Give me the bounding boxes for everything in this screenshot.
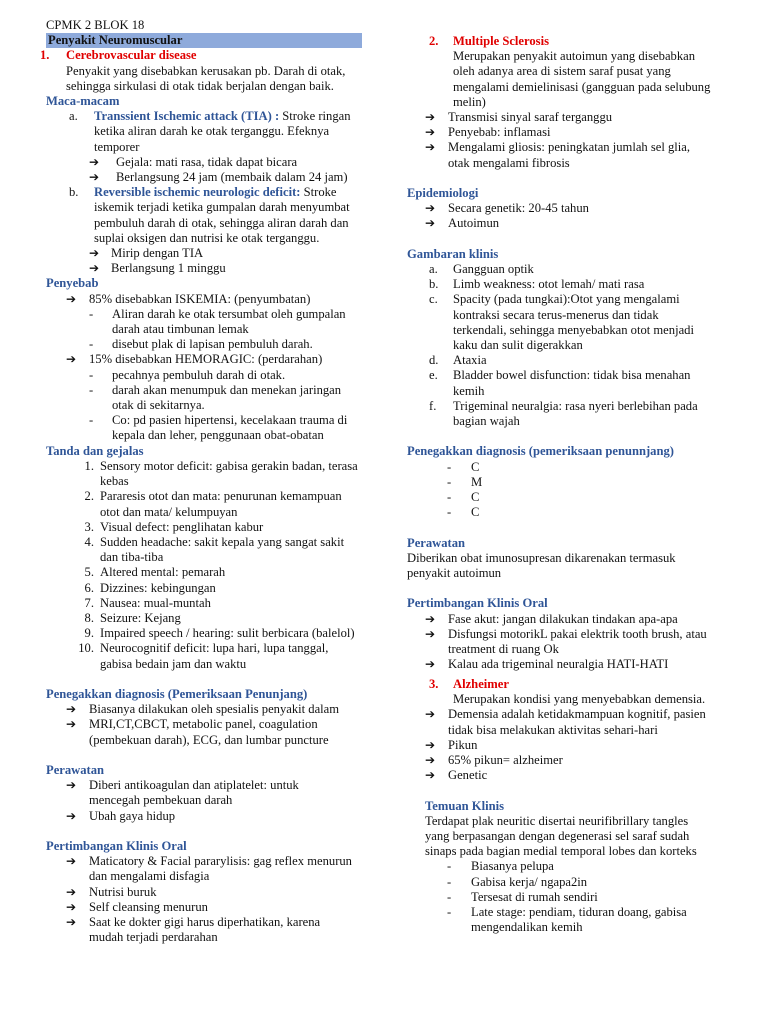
bullet-text: Biasanya dilakukan oleh spesialis penyakit dalam: [89, 702, 340, 717]
bullet-text: Saat ke dokter gigi harus diperhatikan, karena: [89, 914, 321, 929]
ms-bullet: [425, 140, 725, 170]
list-marker: 10.: [78, 641, 94, 656]
ms-oral-item: [425, 612, 725, 627]
gambaran-item: [429, 368, 725, 398]
temuan-heading: Temuan Klinis: [425, 798, 504, 813]
ms-diagnosis-heading: Penegakkan diagnosis (pemeriksaan penunnjang): [407, 444, 674, 459]
arrow-icon: ➔: [66, 717, 77, 732]
diagnosis-item: [66, 702, 364, 717]
tanda-item: [66, 535, 364, 565]
bullet-text: Disfungsi motorikL pakai elektrik tooth brush, atau: [448, 626, 707, 641]
temuan-item-text: Late stage: pendiam, tiduran doang, gabisa: [471, 905, 687, 920]
tia-bullet: [89, 170, 364, 185]
temuan-item: [447, 859, 725, 874]
penyebab-item: [66, 352, 364, 367]
temuan-item: [447, 875, 725, 890]
subitem-text: Aliran darah ke otak tersumbat oleh gumpalan: [112, 306, 346, 321]
ms-oral-heading: Pertimbangan Klinis Oral: [407, 596, 548, 611]
rind-text: suplai oksigen dan nutrisi ke otak terganggu.: [94, 230, 320, 245]
arrow-icon: ➔: [66, 854, 77, 869]
arrow-icon: ➔: [425, 216, 436, 231]
cvd-intro-line: sehingga sirkulasi di otak tidak berjalan dengan baik.: [66, 78, 334, 93]
tanda-item: [66, 626, 364, 641]
arrow-icon: ➔: [425, 657, 436, 672]
cvd-perawatan-heading: Perawatan: [46, 762, 105, 777]
dash-marker: -: [447, 490, 452, 505]
gambaran-text: kemih: [453, 383, 485, 398]
rind-text: iskemik terjadi ketika gumpalan darah menyumbat: [94, 200, 350, 215]
rind-title: Reversible ischemic neurologic deficit:: [94, 185, 301, 200]
diagnosis-item: [66, 717, 364, 747]
ms-oral-list: [407, 612, 725, 673]
dash-marker: -: [89, 413, 94, 428]
tia-title: Transsient Ischemic attack (TIA) :: [94, 109, 280, 124]
tanda-item: [66, 641, 364, 671]
oral-item: [66, 915, 364, 945]
bullet-text: Kalau ada trigeminal neuralgia HATI-HATI: [448, 657, 669, 672]
gambaran-item: [429, 353, 725, 368]
tia-bullet: [89, 155, 364, 170]
dash-marker: -: [447, 459, 452, 474]
arrow-icon: ➔: [425, 140, 436, 155]
ms-diagnosis-item: [447, 490, 725, 505]
ms-oral-item: [425, 627, 725, 657]
perawatan-item: [66, 778, 364, 808]
arrow-icon: ➔: [89, 246, 100, 261]
arrow-icon: ➔: [66, 702, 77, 717]
list-marker: 4.: [84, 534, 94, 549]
bullet-text: Diberi antikoagulan dan atiplatelet: untuk: [89, 778, 299, 793]
bullet-text: (pembekuan darah), ECG, dan lumbar puncture: [89, 732, 329, 747]
list-marker: 3.: [84, 519, 94, 534]
alz-title-text: Alzheimer: [453, 677, 509, 691]
bullet-text: Ubah gaya hidup: [89, 808, 176, 823]
tanda-item: [66, 459, 364, 489]
arrow-icon: ➔: [89, 261, 100, 276]
subitem-text: pecahnya pembuluh darah di otak.: [112, 367, 286, 382]
ms-intro-line: melin): [453, 94, 486, 109]
cvd-intro-line: Penyakit yang disebabkan kerusakan pb. Darah di otak,: [66, 63, 346, 78]
bullet-text: Self cleansing menurun: [89, 899, 208, 914]
cvd-number: 1.: [40, 48, 50, 63]
bullet-text: dan mengalami disfagia: [89, 869, 210, 884]
tanda-text: Dizzines: kebingungan: [100, 580, 216, 595]
cvd-oral-list: [46, 854, 364, 945]
bullet-text: Penyebab: inflamasi: [448, 125, 551, 140]
gambaran-text: Ataxia: [453, 353, 487, 368]
list-marker: e.: [429, 368, 438, 383]
bullet-text: 15% disebabkan HEMORAGIC: (perdarahan): [89, 352, 323, 367]
list-marker: a.: [69, 109, 78, 124]
gambaran-text: bagian wajah: [453, 414, 520, 429]
cvd-perawatan-list: [46, 778, 364, 824]
diagnosis-text: C: [471, 490, 480, 505]
bullet-text: Secara genetik: 20-45 tahun: [448, 201, 589, 216]
ms-intro-line: Merupakan penyakit autoimun yang disebabkan: [453, 49, 696, 64]
cvd-title-text: Cerebrovascular disease: [66, 48, 197, 63]
list-marker: 2.: [84, 489, 94, 504]
cvd-diagnosis-heading: Penegakkan diagnosis (Pemeriksaan Penunjang): [46, 686, 308, 701]
dash-marker: -: [447, 859, 452, 874]
rind-item: [69, 185, 364, 246]
penyebab-item: [66, 292, 364, 307]
bullet-text: Autoimun: [448, 216, 500, 231]
dash-marker: -: [447, 874, 452, 889]
oral-item: [66, 854, 364, 884]
bullet-text: treatment di ruang Ok: [448, 642, 559, 657]
tanda-item: [66, 596, 364, 611]
ms-perawatan-heading: Perawatan: [407, 535, 466, 550]
alz-bullet: [425, 707, 725, 737]
tanda-item: [66, 581, 364, 596]
dash-marker: -: [89, 382, 94, 397]
gambaran-list: [407, 262, 725, 429]
temuan-item: [447, 905, 725, 935]
temuan-text: [425, 814, 725, 860]
subitem-text: darah atau timbunan lemak: [112, 322, 249, 337]
gambaran-text: kontraksi secara terus-menerus dan tidak: [453, 307, 659, 322]
dash-marker: -: [447, 505, 452, 520]
ms-bullet: [425, 125, 725, 140]
arrow-icon: ➔: [66, 914, 77, 929]
bullet-text: Mirip dengan TIA: [111, 246, 204, 261]
tanda-text: Visual defect: penglihatan kabur: [100, 519, 264, 534]
gambaran-item: [429, 277, 725, 292]
list-marker: a.: [429, 262, 438, 277]
gambaran-text: Bladder bowel disfunction: tidak bisa menahan: [453, 368, 691, 383]
penyebab-subitem: [89, 383, 364, 413]
bullet-text: Maticatory & Facial pararylisis: gag reflex menurun: [89, 854, 352, 869]
tia-text: ketika aliran darah ke otak terganggu. Efeknya: [94, 124, 330, 139]
ms-title: [429, 34, 725, 49]
bullet-text: Mengalami gliosis: peningkatan jumlah sel glia,: [448, 140, 691, 155]
bullet-text: 65% pikun= alzheimer: [448, 753, 563, 768]
rind-bullet: [89, 246, 364, 261]
tanda-text: kebas: [100, 474, 129, 489]
alz-bullet-list: [407, 707, 725, 783]
cvd-title: [40, 48, 364, 63]
ms-perawatan-text: Diberikan obat imunosupresan dikarenakan termasuk: [407, 550, 676, 565]
alz-bullet: [425, 768, 725, 783]
epidemiologi-list: [407, 201, 725, 231]
penyebab-heading: Penyebab: [46, 276, 99, 291]
arrow-icon: ➔: [89, 154, 100, 169]
gambaran-item: [429, 292, 725, 353]
temuan-item-text: Biasanya pelupa: [471, 859, 554, 874]
tanda-text: dan tiba-tiba: [100, 550, 164, 565]
arrow-icon: ➔: [425, 737, 436, 752]
penyebab-subitem: [89, 413, 364, 443]
ms-intro-line: oleh adanya area di sistem saraf pusat yang: [453, 64, 671, 79]
bullet-text: Demensia adalah ketidakmampuan kognitif, pasien: [448, 707, 706, 722]
alz-number: 3.: [429, 677, 439, 691]
arrow-icon: ➔: [425, 626, 436, 641]
temuan-line: sinaps pada bagian medial temporal lobes dan korteks: [425, 844, 697, 859]
subitem-text: disebut plak di lapisan pembuluh darah.: [112, 337, 313, 352]
arrow-icon: ➔: [425, 201, 436, 216]
perawatan-item: [66, 809, 364, 824]
arrow-icon: ➔: [66, 808, 77, 823]
tanda-text: Seizure: Kejang: [100, 610, 181, 625]
cvd-oral-heading: Pertimbangan Klinis Oral: [46, 838, 187, 853]
tanda-text: Nausea: mual-muntah: [100, 595, 211, 610]
tanda-text: Neurocognitif deficit: lupa hari, lupa tanggal,: [100, 641, 329, 656]
tia-text: Stroke ringan: [279, 109, 351, 124]
arrow-icon: ➔: [66, 899, 77, 914]
bullet-text: Nutrisi buruk: [89, 884, 157, 899]
gambaran-text: kaku dan sulit digerakkan: [453, 338, 583, 353]
arrow-icon: ➔: [425, 611, 436, 626]
bullet-text: mencegah pembekuan darah: [89, 793, 233, 808]
gambaran-item: [429, 399, 725, 429]
bullet-text: MRI,CT,CBCT, metabolic panel, coagulation: [89, 717, 318, 732]
tanda-text: Sudden headache: sakit kepala yang sangat sakit: [100, 534, 345, 549]
cvd-intro: [66, 64, 364, 94]
alz-title: [429, 677, 725, 692]
tanda-text: Altered mental: pemarah: [100, 565, 226, 580]
alz-bullet: [425, 753, 725, 768]
diagnosis-text: M: [471, 474, 483, 489]
tanda-text: Sensory motor deficit: gabisa gerakin badan, terasa: [100, 458, 358, 473]
gambaran-item: [429, 262, 725, 277]
list-marker: 5.: [84, 565, 94, 580]
right-column-bottom: [407, 677, 725, 935]
epidemiologi-heading: Epidemiologi: [407, 186, 479, 201]
tanda-item: [66, 489, 364, 519]
list-marker: c.: [429, 292, 438, 307]
subitem-text: Co: pd pasien hipertensi, kecelakaan trauma di: [112, 413, 348, 428]
gambaran-text: Spacity (pada tungkai):Otot yang mengalami: [453, 292, 680, 307]
bullet-text: Fase akut: jangan dilakukan tindakan apa-apa: [448, 611, 678, 626]
list-marker: b.: [429, 277, 439, 292]
section-title: Penyakit Neuromuscular: [46, 33, 362, 48]
arrow-icon: ➔: [89, 170, 100, 185]
tia-item: [69, 109, 364, 155]
dash-marker: -: [89, 337, 94, 352]
ms-diagnosis-item: [447, 505, 725, 520]
ms-bullet-list: [407, 110, 725, 171]
arrow-icon: ➔: [425, 110, 436, 125]
tanda-text: otot dan mata/ kelumpuyan: [100, 504, 238, 519]
penyebab-subitem: [89, 337, 364, 352]
arrow-icon: ➔: [66, 352, 77, 367]
list-marker: 8.: [84, 610, 94, 625]
temuan-line: Terdapat plak neuritic disertai neurifibrillary tangles: [425, 813, 689, 828]
ms-bullet: [425, 110, 725, 125]
diagnosis-text: C: [471, 505, 480, 520]
temuan-item-text: Tersesat di rumah sendiri: [471, 889, 598, 904]
temuan-item-text: Gabisa kerja/ ngapa2in: [471, 874, 588, 889]
arrow-icon: ➔: [425, 768, 436, 783]
ms-diagnosis-item: [447, 460, 725, 475]
document-header: CPMK 2 BLOK 18: [46, 18, 145, 32]
bullet-text: tidak bisa melakukan aktivitas sehari-hari: [448, 722, 658, 737]
list-marker: 9.: [84, 626, 94, 641]
oral-item: [66, 885, 364, 900]
ms-intro: [453, 49, 725, 110]
gambaran-text: Gangguan optik: [453, 262, 534, 277]
tanda-text: Impaired speech / hearing: sulit berbicara (balelol): [100, 626, 355, 641]
penyebab-subitem: [89, 368, 364, 383]
tanda-text: Pararesis otot dan mata: penurunan kemampuan: [100, 489, 342, 504]
arrow-icon: ➔: [66, 291, 77, 306]
arrow-icon: ➔: [66, 778, 77, 793]
list-marker: 6.: [84, 580, 94, 595]
arrow-icon: ➔: [425, 125, 436, 140]
arrow-icon: ➔: [425, 753, 436, 768]
dash-marker: -: [447, 905, 452, 920]
bullet-text: otak mengalami fibrosis: [448, 155, 570, 170]
tanda-heading: Tanda dan gejalas: [46, 443, 144, 458]
subitem-text: kepala dan leher, penggunaan obat-obatan: [112, 428, 324, 443]
subitem-text: darah akan menumpuk dan menekan jaringan: [112, 382, 342, 397]
list-marker: f.: [429, 398, 437, 413]
ms-oral-item: [425, 657, 725, 672]
left-column: [40, 18, 364, 945]
gambaran-heading: Gambaran klinis: [407, 246, 499, 261]
list-marker: d.: [429, 353, 439, 368]
bullet-text: Transmisi sinyal saraf terganggu: [448, 110, 613, 125]
diagnosis-text: C: [471, 459, 480, 474]
dash-marker: -: [89, 367, 94, 382]
ms-title-text: Multiple Sclerosis: [453, 34, 549, 48]
bullet-text: mudah terjadi perdarahan: [89, 930, 218, 945]
bullet-text: Berlangsung 1 minggu: [111, 261, 226, 276]
list-marker: 1.: [84, 458, 94, 473]
ms-intro-line: mengalami demielinisasi (gangguan pada selubung: [453, 79, 711, 94]
list-marker: b.: [69, 185, 79, 200]
dash-marker: -: [447, 889, 452, 904]
alz-intro: Merupakan kondisi yang menyebabkan demensia.: [453, 692, 706, 707]
gambaran-text: terkendali, sehingga menyebabkan otot menjadi: [453, 322, 694, 337]
ms-perawatan-text: penyakit autoimun: [407, 566, 502, 581]
bullet-text: Genetic: [448, 768, 488, 783]
tia-text: temporer: [94, 139, 140, 154]
tanda-item: [66, 565, 364, 580]
tanda-item: [66, 520, 364, 535]
dash-marker: -: [89, 306, 94, 321]
cvd-diagnosis-list: [46, 702, 364, 748]
penyebab-subitem: [89, 307, 364, 337]
ms-number: 2.: [429, 34, 439, 48]
list-marker: 7.: [84, 595, 94, 610]
alz-bullet: [425, 738, 725, 753]
gambaran-text: Trigeminal neuralgia: rasa nyeri berlebihan pada: [453, 398, 698, 413]
ms-diagnosis-list: [407, 460, 725, 521]
temuan-line: yang berpasangan dengan degenerasi sel saraf sudah: [425, 829, 690, 844]
rind-text: pembuluh darah di otak, sehingga aliran darah dan: [94, 215, 349, 230]
ms-diagnosis-item: [447, 475, 725, 490]
dash-marker: -: [447, 474, 452, 489]
tanda-text: gabisa bedain jam dan waktu: [100, 656, 247, 671]
rind-bullet: [89, 261, 364, 276]
temuan-item-text: mengendalikan kemih: [471, 920, 583, 935]
temuan-list: [407, 859, 725, 935]
bullet-text: 85% disebabkan ISKEMIA: (penyumbatan): [89, 291, 311, 306]
maca-macam-heading: Maca-macam: [46, 94, 120, 109]
epidemiologi-item: [425, 201, 725, 216]
arrow-icon: ➔: [66, 884, 77, 899]
bullet-text: Pikun: [448, 737, 478, 752]
tanda-list: [46, 459, 364, 672]
epidemiologi-item: [425, 216, 725, 231]
bullet-text: Berlangsung 24 jam (membaik dalam 24 jam): [116, 170, 348, 185]
tanda-item: [66, 611, 364, 626]
oral-item: [66, 900, 364, 915]
right-column-top: [407, 34, 725, 672]
subitem-text: otak di sekitarnya.: [112, 398, 205, 413]
arrow-icon: ➔: [425, 707, 436, 722]
rind-text: Stroke: [300, 185, 337, 200]
bullet-text: Gejala: mati rasa, tidak dapat bicara: [116, 154, 298, 169]
temuan-item: [447, 890, 725, 905]
gambaran-text: Limb weakness: otot lemah/ mati rasa: [453, 277, 645, 292]
